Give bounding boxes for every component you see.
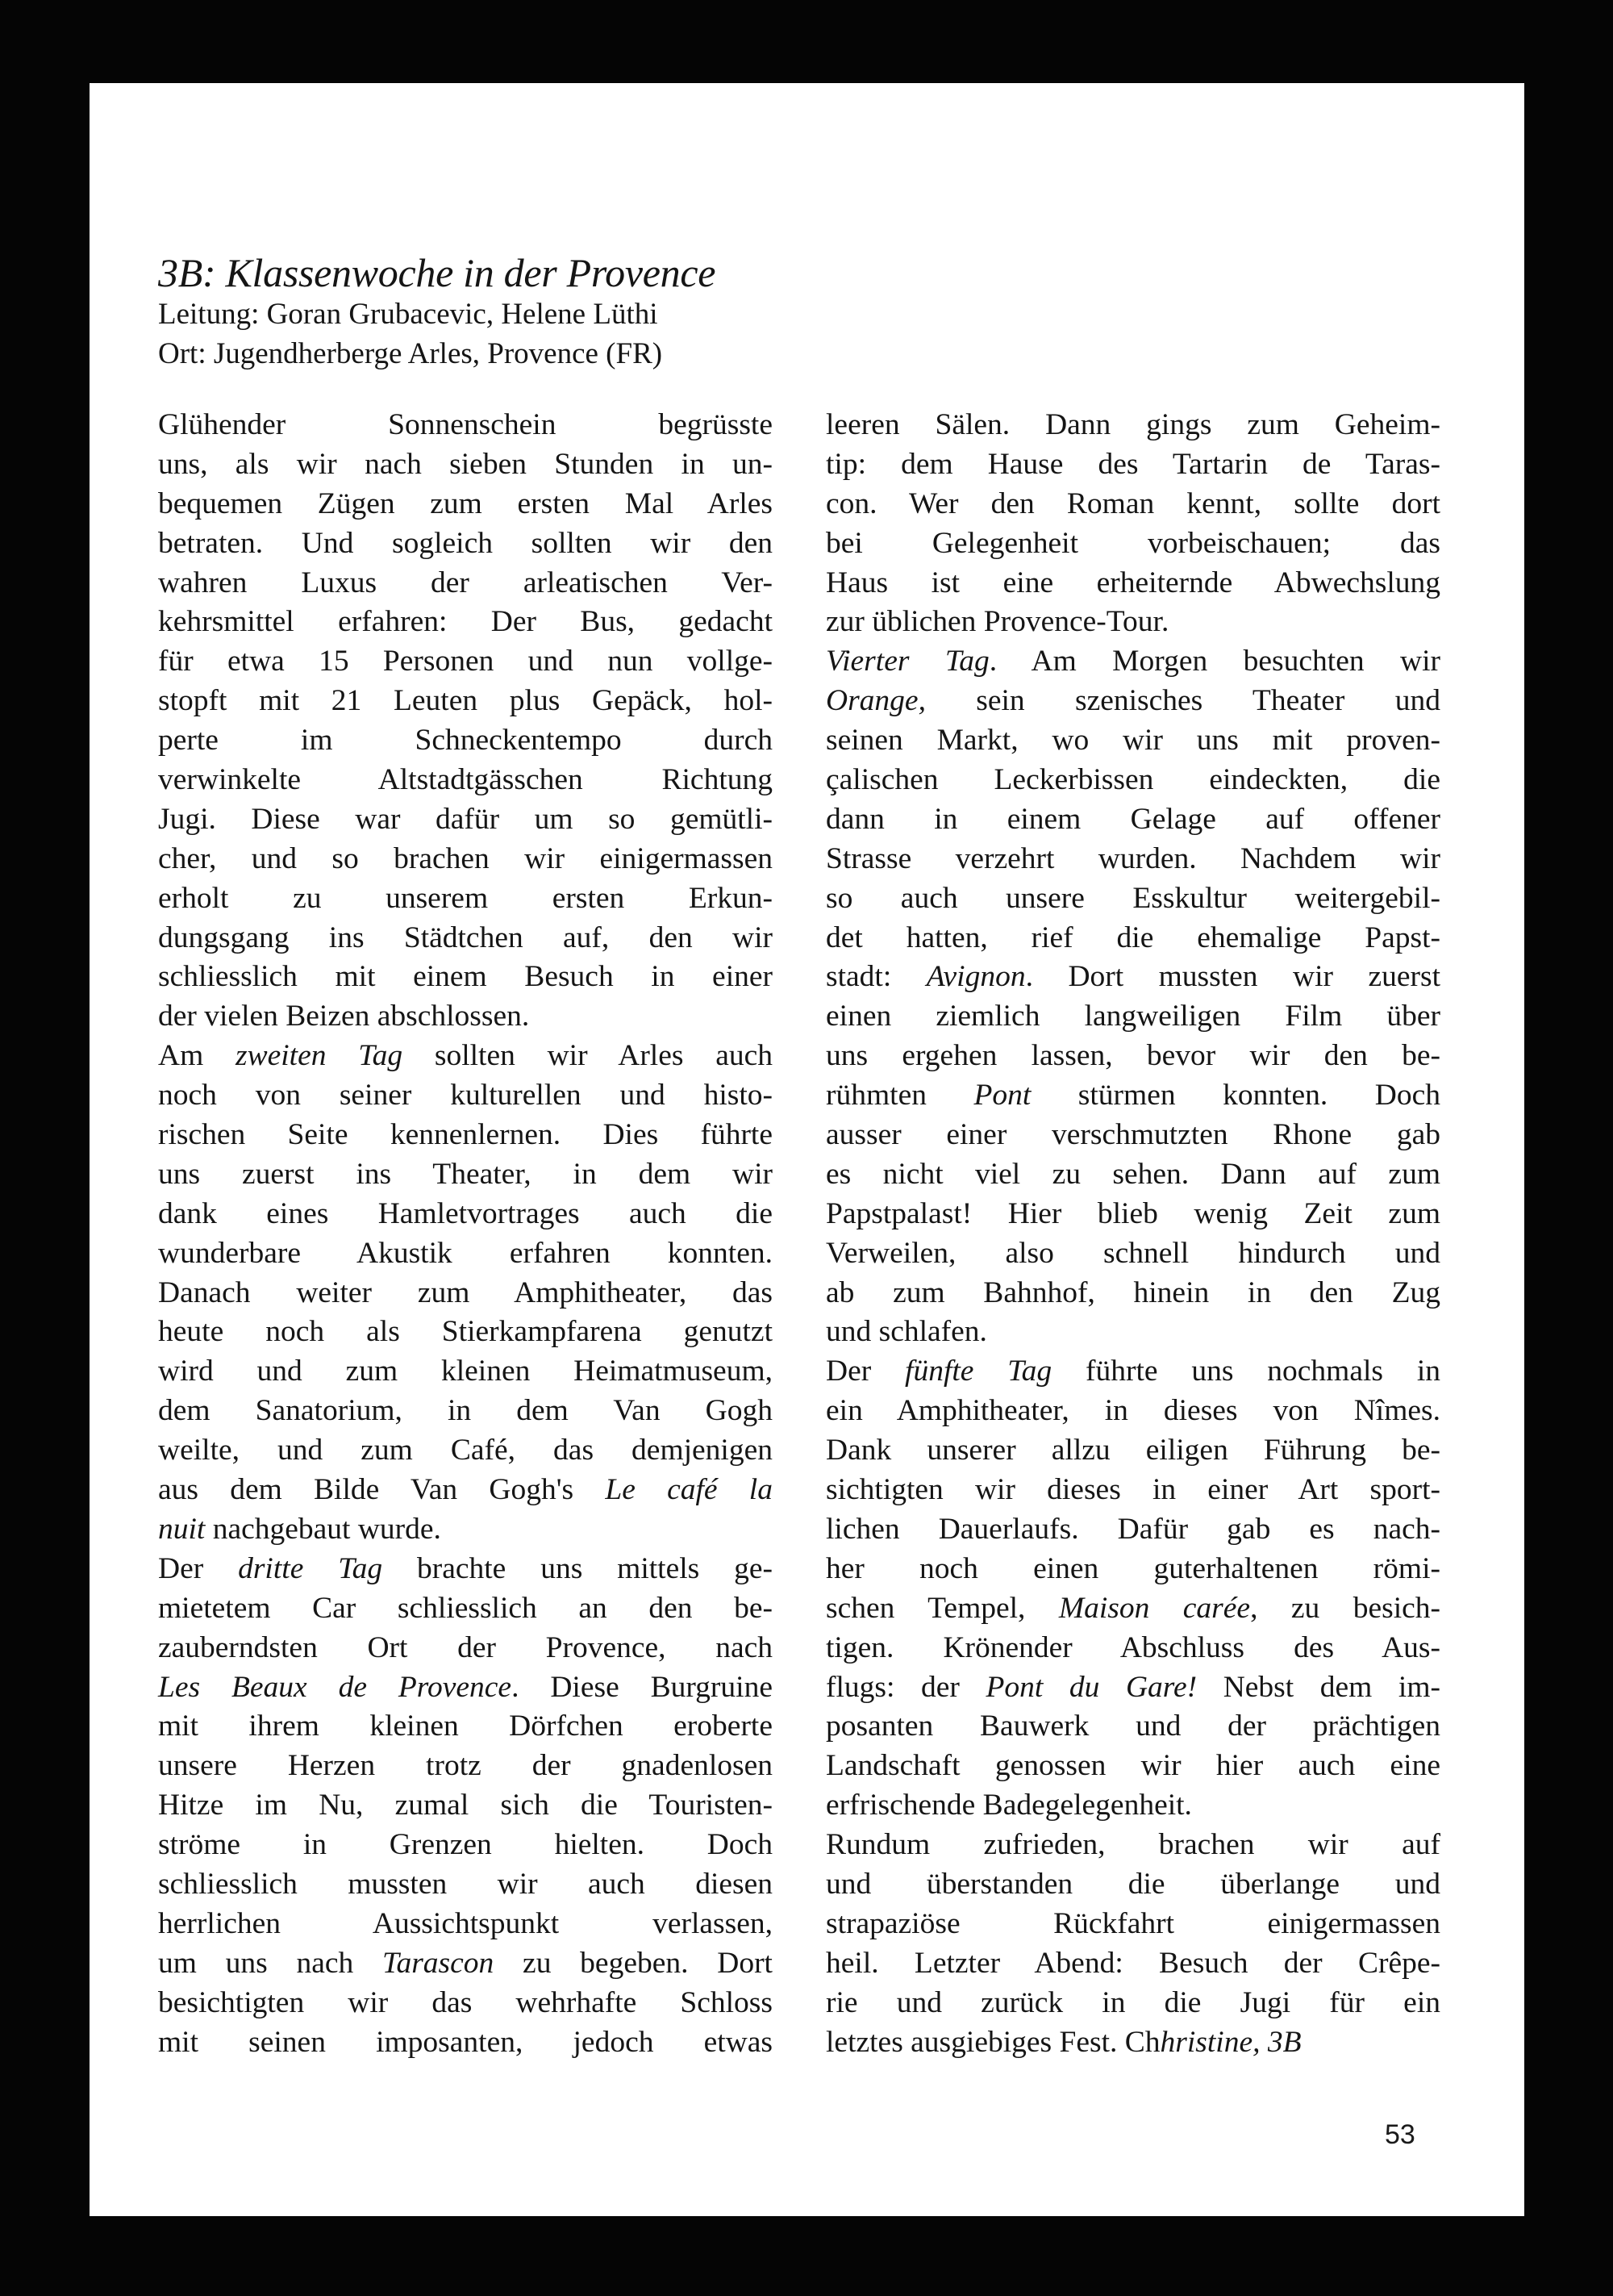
- line-text: besichtigten wir das wehrhafte Schloss: [158, 1985, 773, 2019]
- emphasis-text: Les Beaux de Provence: [158, 1670, 512, 1704]
- text-line: [158, 1707, 773, 1747]
- right-text-column: [826, 406, 1440, 2062]
- line-text: Haus ist eine erheiternde Abwechslung: [826, 566, 1440, 599]
- line-text: Landschaft genossen wir hier auch eine: [826, 1749, 1440, 1783]
- text-line: [158, 997, 773, 1037]
- text-line: [158, 1195, 773, 1234]
- text-line: [826, 1352, 1440, 1392]
- text-line: [158, 642, 773, 682]
- line-text: stopft mit 21 Leuten plus Gepäck, hol-: [158, 684, 773, 718]
- text-line: [826, 564, 1440, 603]
- line-text: . Diese Burgruine: [511, 1670, 773, 1704]
- line-text: dank eines Hamletvortrages auch die: [158, 1196, 773, 1230]
- line-text: uns ergehen lassen, bevor wir den be-: [826, 1039, 1440, 1073]
- line-text: um uns nach: [158, 1946, 383, 1980]
- document-page: [90, 83, 1524, 2216]
- line-text: her noch einen guterhaltenen römi-: [826, 1551, 1440, 1585]
- text-line: [158, 1905, 773, 1944]
- text-line: [826, 642, 1440, 682]
- text-line: [826, 1550, 1440, 1589]
- emphasis-text: nuit: [158, 1512, 206, 1546]
- emphasis-text: Vierter Tag: [826, 645, 990, 678]
- line-text: zu begeben. Dort: [494, 1946, 773, 1980]
- text-line: [158, 1076, 773, 1116]
- line-text: mietetem Car schliesslich an den be-: [158, 1591, 773, 1625]
- line-text: Dank unserer allzu eiligen Führung be-: [826, 1434, 1440, 1467]
- line-text: noch von seiner kulturellen und histo-: [158, 1079, 773, 1113]
- line-text: bei Gelegenheit vorbeischauen; das: [826, 526, 1440, 560]
- line-text: stürmen konnten. Doch: [1031, 1079, 1440, 1113]
- text-line: [158, 406, 773, 445]
- line-text: und überstanden die überlange und: [826, 1867, 1440, 1901]
- text-line: [158, 761, 773, 800]
- text-line: [826, 1392, 1440, 1431]
- line-text: stadt:: [826, 960, 927, 994]
- line-text: det hatten, rief die ehemalige Papst-: [826, 920, 1440, 954]
- line-text: brachte uns mittels ge-: [382, 1551, 773, 1585]
- text-line: [826, 1984, 1440, 2023]
- text-line: [826, 1471, 1440, 1510]
- line-text: dungsgang ins Städtchen auf, den wir: [158, 920, 773, 954]
- emphasis-text: dritte Tag: [238, 1551, 383, 1585]
- line-text: bequemen Zügen zum ersten Mal Arles: [158, 486, 773, 520]
- line-text: Der: [158, 1551, 239, 1585]
- line-text: . Am Morgen besuchten wir: [989, 645, 1440, 678]
- line-text: und schlafen.: [826, 1315, 987, 1349]
- line-text: leeren Sälen. Dann gings zum Geheim-: [826, 408, 1440, 441]
- text-line: [826, 919, 1440, 958]
- text-line: [826, 1234, 1440, 1274]
- text-line: [158, 1155, 773, 1195]
- text-line: [158, 1786, 773, 1826]
- emphasis-text: zweiten Tag: [235, 1039, 403, 1073]
- text-line: [158, 919, 773, 958]
- text-line: [158, 682, 773, 721]
- text-line: [826, 1155, 1440, 1195]
- line-text: rühmten: [826, 1079, 974, 1113]
- line-text: unsere Herzen trotz der gnadenlosen: [158, 1749, 773, 1783]
- line-text: rischen Seite kennenlernen. Dies führte: [158, 1118, 773, 1152]
- line-text: seinen Markt, wo wir uns mit proven-: [826, 724, 1440, 758]
- page-number: 53: [1385, 2119, 1415, 2150]
- line-text: zauberndsten Ort der Provence, nach: [158, 1630, 773, 1664]
- line-text: Hitze im Nu, zumal sich die Touristen-: [158, 1789, 773, 1822]
- text-line: [826, 1195, 1440, 1234]
- text-line: [158, 879, 773, 919]
- line-text: heute noch als Stierkampfarena genutzt: [158, 1315, 773, 1349]
- text-line: [826, 1629, 1440, 1668]
- text-line: [826, 1116, 1440, 1155]
- text-line: [826, 840, 1440, 879]
- line-text: heil. Letzter Abend: Besuch der Crêpe-: [826, 1946, 1440, 1980]
- line-text: ab zum Bahnhof, hinein in den Zug: [826, 1275, 1440, 1309]
- line-text: mit ihrem kleinen Dörfchen eroberte: [158, 1709, 773, 1743]
- text-line: [158, 721, 773, 761]
- line-text: herrlichen Aussichtspunkt verlassen,: [158, 1906, 773, 1940]
- line-text: zur üblichen Provence-Tour.: [826, 605, 1169, 639]
- line-text: ein Amphitheater, in dieses von Nîmes.: [826, 1394, 1440, 1428]
- line-text: letztes ausgiebiges Fest. Ch: [826, 2025, 1161, 2059]
- line-text: der vielen Beizen abschlossen.: [158, 1000, 530, 1033]
- text-line: [826, 2023, 1440, 2063]
- text-line: [826, 1076, 1440, 1116]
- line-text: erholt zu unserem ersten Erkun-: [158, 881, 773, 915]
- emphasis-text: Pont: [973, 1079, 1032, 1113]
- text-line: [826, 485, 1440, 524]
- text-line: [158, 1668, 773, 1708]
- text-line: [826, 406, 1440, 445]
- line-text: Glühender Sonnenschein begrüsste: [158, 408, 773, 441]
- line-text: lichen Dauerlaufs. Dafür gab es nach-: [826, 1512, 1440, 1546]
- line-text: Der: [826, 1355, 906, 1388]
- line-text: flugs: der: [826, 1670, 986, 1704]
- text-line: [158, 485, 773, 524]
- text-line: [826, 1431, 1440, 1471]
- text-line: [826, 1944, 1440, 1984]
- text-line: [826, 1037, 1440, 1076]
- emphasis-text: Orange,: [826, 684, 926, 718]
- text-line: [826, 958, 1440, 997]
- text-line: [158, 800, 773, 840]
- emphasis-text: fünfte Tag: [905, 1355, 1052, 1388]
- text-line: [158, 603, 773, 642]
- text-line: [158, 1431, 773, 1471]
- text-line: [826, 1905, 1440, 1944]
- line-text: so auch unsere Esskultur weitergebil-: [826, 881, 1440, 915]
- text-line: [158, 1234, 773, 1274]
- line-text: uns, als wir nach sieben Stunden in un-: [158, 447, 773, 481]
- line-text: ströme in Grenzen hielten. Doch: [158, 1828, 773, 1862]
- line-text: es nicht viel zu sehen. Dann auf zum: [826, 1157, 1440, 1191]
- text-line: [158, 958, 773, 997]
- line-text: wird und zum kleinen Heimatmuseum,: [158, 1355, 773, 1388]
- text-line: [826, 1707, 1440, 1747]
- line-text: betraten. Und sogleich sollten wir den: [158, 526, 773, 560]
- line-text: ausser einer verschmutzten Rhone gab: [826, 1118, 1440, 1152]
- line-text: dem Sanatorium, in dem Van Gogh: [158, 1394, 773, 1428]
- text-line: [826, 800, 1440, 840]
- line-text: nachgebaut wurde.: [205, 1512, 441, 1546]
- emphasis-text: hristine, 3B: [1160, 2025, 1302, 2059]
- text-line: [158, 1471, 773, 1510]
- emphasis-text: Le café la: [605, 1473, 773, 1507]
- text-line: [158, 564, 773, 603]
- line-text: Verweilen, also schnell hindurch und: [826, 1236, 1440, 1270]
- line-text: tip: dem Hause des Tartarin de Taras-: [826, 447, 1440, 481]
- text-line: [826, 1865, 1440, 1905]
- text-line: [158, 1352, 773, 1392]
- text-line: [158, 1629, 773, 1668]
- emphasis-text: Avignon: [926, 960, 1026, 994]
- line-text: verwinkelte Altstadtgässchen Richtung: [158, 763, 773, 797]
- line-text: kehrsmittel erfahren: Der Bus, gedacht: [158, 605, 773, 639]
- line-text: führte uns nochmals in: [1052, 1355, 1440, 1388]
- line-text: Jugi. Diese war dafür um so gemütli-: [158, 802, 773, 836]
- line-text: cher, und so brachen wir einigermassen: [158, 841, 773, 875]
- text-line: [158, 1589, 773, 1629]
- line-text: aus dem Bilde Van Gogh's: [158, 1473, 606, 1507]
- text-line: [158, 445, 773, 485]
- text-line: [826, 1786, 1440, 1826]
- text-line: [826, 721, 1440, 761]
- line-text: Rundum zufrieden, brachen wir auf: [826, 1828, 1440, 1862]
- text-line: [826, 682, 1440, 721]
- text-line: [826, 1274, 1440, 1313]
- line-text: Strasse verzehrt wurden. Nachdem wir: [826, 841, 1440, 875]
- line-text: con. Wer den Roman kennt, sollte dort: [826, 486, 1440, 520]
- line-text: mit seinen imposanten, jedoch etwas: [158, 2025, 773, 2059]
- text-line: [826, 1589, 1440, 1629]
- text-line: [826, 1313, 1440, 1352]
- article-ort: Ort: Jugendherberge Arles, Provence (FR): [158, 337, 663, 370]
- emphasis-text: Pont du Gare!: [986, 1670, 1198, 1704]
- line-text: sichtigten wir dieses in einer Art sport-: [826, 1473, 1440, 1507]
- text-line: [826, 1510, 1440, 1550]
- line-text: posanten Bauwerk und der prächtigen: [826, 1709, 1440, 1743]
- line-text: dann in einem Gelage auf offener: [826, 802, 1440, 836]
- text-line: [826, 603, 1440, 642]
- text-line: [158, 1392, 773, 1431]
- line-text: uns zuerst ins Theater, in dem wir: [158, 1157, 773, 1191]
- line-text: , zu besich-: [1250, 1591, 1440, 1625]
- left-text-column: [158, 406, 773, 2062]
- text-line: [826, 445, 1440, 485]
- line-text: schliesslich mussten wir auch diesen: [158, 1867, 773, 1901]
- article-title: 3B: Klassenwoche in der Provence: [158, 250, 716, 295]
- text-line: [158, 1550, 773, 1589]
- text-line: [158, 1274, 773, 1313]
- line-text: strapaziöse Rückfahrt einigermassen: [826, 1906, 1440, 1940]
- line-text: erfrischende Badegelegenheit.: [826, 1789, 1192, 1822]
- article-leitung: Leitung: Goran Grubacevic, Helene Lüthi: [158, 298, 658, 331]
- line-text: Nebst dem im-: [1197, 1670, 1440, 1704]
- text-line: [158, 840, 773, 879]
- line-text: wahren Luxus der arleatischen Ver-: [158, 566, 773, 599]
- line-text: sein szenisches Theater und: [925, 684, 1440, 718]
- line-text: einen ziemlich langweiligen Film über: [826, 1000, 1440, 1033]
- line-text: tigen. Krönender Abschluss des Aus-: [826, 1630, 1440, 1664]
- text-line: [158, 1944, 773, 1984]
- line-text: çalischen Leckerbissen eindeckten, die: [826, 763, 1440, 797]
- line-text: schliesslich mit einem Besuch in einer: [158, 960, 773, 994]
- line-text: Danach weiter zum Amphitheater, das: [158, 1275, 773, 1309]
- line-text: rie und zurück in die Jugi für ein: [826, 1985, 1440, 2019]
- text-line: [826, 1826, 1440, 1865]
- line-text: für etwa 15 Personen und nun vollge-: [158, 645, 773, 678]
- emphasis-text: Tarascon: [382, 1946, 494, 1980]
- line-text: wunderbare Akustik erfahren konnten.: [158, 1236, 773, 1270]
- text-line: [158, 2023, 773, 2063]
- text-line: [826, 879, 1440, 919]
- text-line: [826, 997, 1440, 1037]
- line-text: schen Tempel,: [826, 1591, 1059, 1625]
- text-line: [158, 1037, 773, 1076]
- text-line: [826, 1668, 1440, 1708]
- emphasis-text: Maison carée: [1058, 1591, 1251, 1625]
- text-line: [158, 1510, 773, 1550]
- line-text: perte im Schneckentempo durch: [158, 724, 773, 758]
- line-text: Am: [158, 1039, 235, 1073]
- line-text: Papstpalast! Hier blieb wenig Zeit zum: [826, 1196, 1440, 1230]
- text-line: [158, 1984, 773, 2023]
- text-line: [826, 761, 1440, 800]
- text-line: [158, 1313, 773, 1352]
- text-line: [826, 524, 1440, 564]
- text-line: [158, 1116, 773, 1155]
- text-line: [826, 1747, 1440, 1786]
- line-text: . Dort mussten wir zuerst: [1025, 960, 1440, 994]
- line-text: weilte, und zum Café, das demjenigen: [158, 1434, 773, 1467]
- text-line: [158, 1747, 773, 1786]
- text-line: [158, 1865, 773, 1905]
- text-line: [158, 1826, 773, 1865]
- line-text: sollten wir Arles auch: [402, 1039, 773, 1073]
- text-line: [158, 524, 773, 564]
